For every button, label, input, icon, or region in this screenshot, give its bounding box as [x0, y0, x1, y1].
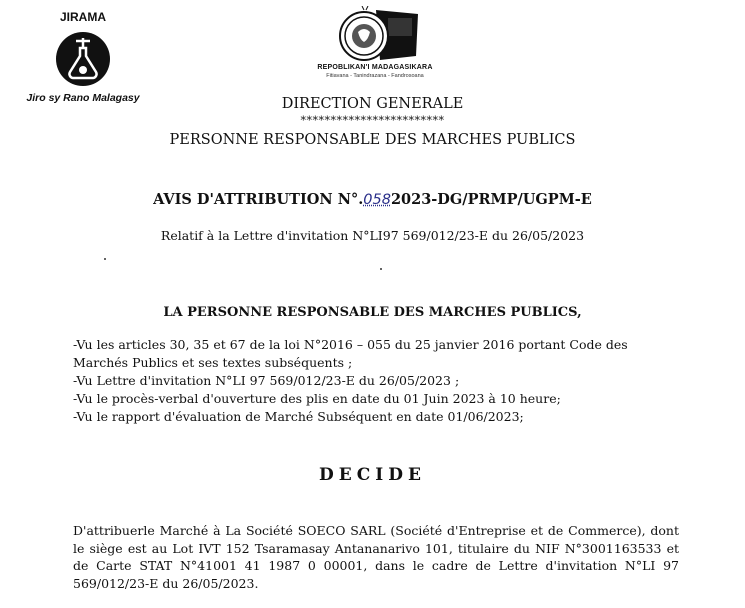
- stars-divider: ************************: [300, 114, 445, 127]
- org-slogan: Jiro sy Rano Malagasy: [26, 92, 140, 104]
- decision-paragraph: D'attribuerle Marché à La Société SOECO SARL (Société d'Entreprise et de Commerce), dont le siège est au Lot IVT 152 Tsaramasay Antananarivo 101, titulaire du NIF N°3001163533 et de Carte STAT N°41001 41 1987 0 00001, dans le cadre de Lettre d'invitation N°LI 97 569/012/23-E du 26/05/2023.: [73, 523, 679, 591]
- scan-speck: [380, 268, 382, 270]
- scan-speck: [104, 258, 106, 260]
- republic-emblem-block: [290, 6, 460, 82]
- republic-name: REPOBLIKAN'I MADAGASIKARA: [317, 64, 433, 71]
- consideration-item: -Vu le procès-verbal d'ouverture des plis en date du 01 Juin 2023 à 10 heure;: [73, 391, 561, 406]
- republic-seal-icon: [328, 6, 424, 62]
- notice-title-suffix: 2023-DG/PRMP/UGPM-E: [390, 191, 592, 208]
- considerations-list: [73, 336, 683, 426]
- jirama-logo-icon: [56, 28, 110, 90]
- consideration-item: -Vu les articles 30, 35 et 67 de la loi N°2016 – 055 du 25 janvier 2016 portant Code des Marchés Publics et ses textes subséquents ;: [73, 337, 628, 370]
- notice-title: [0, 191, 745, 208]
- republic-motto: Fitiavana - Tanindrazana - Fandrosoana: [326, 73, 424, 79]
- authority-subheading: LA PERSONNE RESPONSABLE DES MARCHES PUBLICS,: [163, 305, 582, 320]
- decision-heading: DECIDE: [319, 465, 426, 485]
- notice-title-prefix: AVIS D'ATTRIBUTION N°.: [153, 191, 364, 208]
- notice-number-handwritten: 058: [363, 192, 391, 208]
- jirama-logo-block: [8, 10, 158, 110]
- org-name: JIRAMA: [59, 10, 106, 24]
- consideration-item: -Vu le rapport d'évaluation de Marché Subséquent en date 01/06/2023;: [73, 409, 524, 424]
- consideration-item: -Vu Lettre d'invitation N°LI 97 569/012/23-E du 26/05/2023 ;: [73, 373, 460, 388]
- notice-reference: Relatif à la Lettre d'invitation N°LI97 569/012/23-E du 26/05/2023: [160, 228, 585, 243]
- direction-heading: DIRECTION GENERALE: [281, 96, 464, 112]
- authority-heading: PERSONNE RESPONSABLE DES MARCHES PUBLICS: [169, 132, 576, 148]
